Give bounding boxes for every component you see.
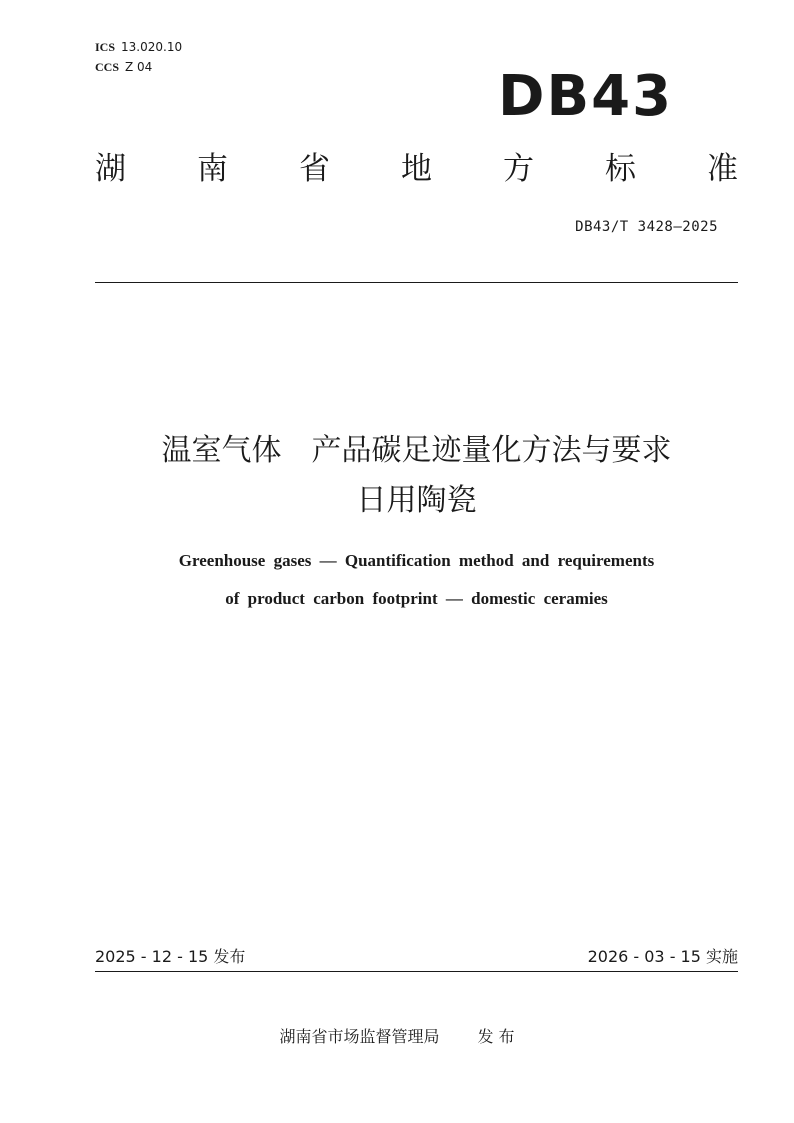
standard-type-char: 准	[707, 151, 738, 187]
standard-type-char: 南	[197, 151, 228, 187]
issue-date: 2025 - 12 - 15 发布	[95, 947, 246, 966]
title-en-line-2: of product carbon footprint — domestic ceramies	[225, 589, 608, 608]
implementation-date: 2026 - 03 - 15 实施	[587, 947, 738, 966]
title-cn-line-2: 日用陶瓷	[356, 483, 477, 518]
standard-type-heading	[95, 148, 738, 190]
standard-type-char: 湖	[95, 151, 126, 187]
ics-value: 13.020.10	[121, 40, 183, 54]
ccs-label: CCS	[95, 60, 120, 74]
classification-codes	[95, 37, 182, 77]
standard-type-char: 方	[503, 151, 534, 187]
title-en-line-1: Greenhouse gases — Quantification method and requirements	[178, 551, 655, 570]
publisher-line	[0, 1025, 794, 1049]
ics-label: ICS	[95, 40, 116, 54]
standard-type-char: 地	[401, 151, 432, 187]
ccs-code	[95, 57, 182, 77]
standard-number: DB43/T 3428—2025	[575, 219, 718, 235]
ccs-value: Z 04	[125, 60, 153, 74]
publisher-name: 湖南省市场监督管理局	[279, 1027, 440, 1046]
db43-logo: DB43	[498, 64, 674, 129]
standard-type-char: 省	[299, 151, 330, 187]
title-cn-line-1: 温室气体 产品碳足迹量化方法与要求	[161, 433, 672, 468]
ics-code	[95, 37, 182, 57]
standard-type-char: 标	[605, 151, 636, 187]
bottom-divider	[95, 971, 738, 972]
top-divider	[95, 282, 738, 283]
publisher-action: 发 布	[477, 1027, 515, 1046]
